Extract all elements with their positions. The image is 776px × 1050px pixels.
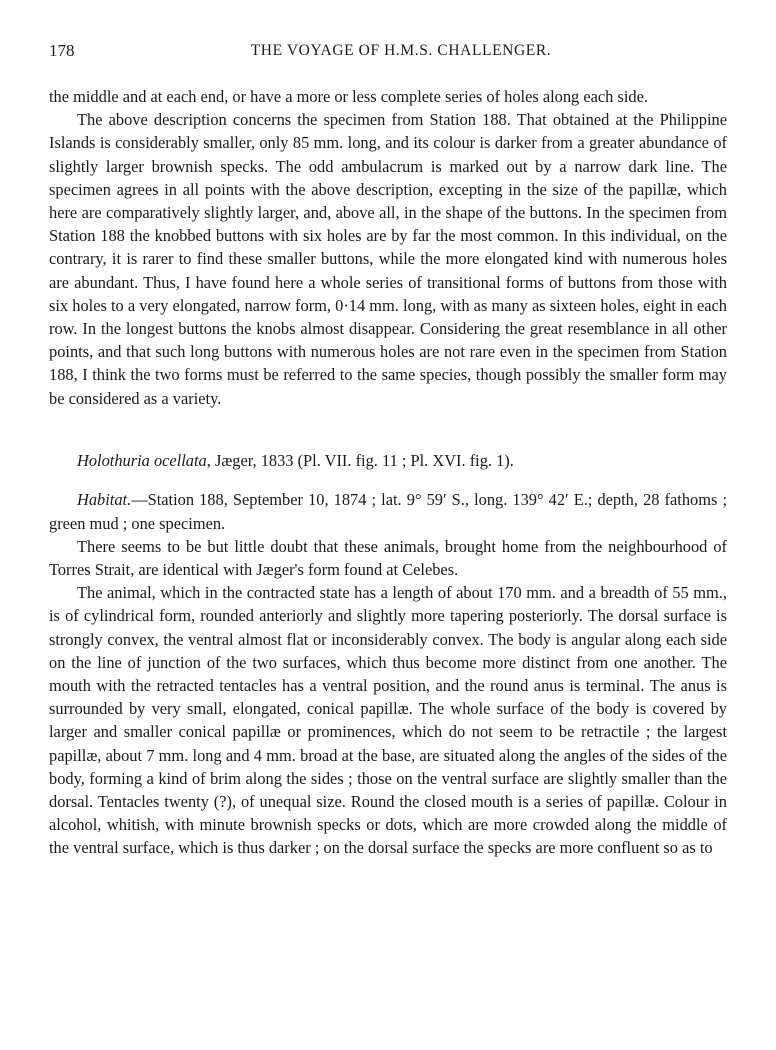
paragraph-identity: There seems to be but little doubt that these animals, brought home from the neighbourhood of Torres Strait, are identical with Jæger's form found at Celebes. xyxy=(49,536,727,580)
text-block-upper xyxy=(49,85,727,410)
paragraph-station-comparison: The above description concerns the specimen from Station 188. That obtained at the Philippine Islands is considerably smaller, only 85 mm. long, and its colour is darker from a greater abundance of slightly larger brownish specks. The odd ambulacrum is marked out by a narrow dark line. The specimen agrees in all points with the above description, excepting in the size of the papillæ, which here are comparatively slightly larger, and, above all, in the shape of the buttons. In the specimen from Station 188 the knobbed buttons with six holes are by far the most common. In this individual, on the contrary, it is rarer to find these smaller buttons, while the more elongated kind with numerous holes are abundant. Thus, I have found here a whole series of transitional forms of buttons from those with six holes to a very elongated, narrow form, 0·14 mm. long, with as many as sixteen holes, eight in each row. In the longest buttons the knobs almost disappear. Considering the great resemblance in all other points, and that such long buttons with numerous holes are not rare even in the specimen from Station 188, I think the two forms must be referred to the same species, though possibly the smaller form may be considered as a variety. xyxy=(49,110,727,408)
habitat-text: —Station 188, September 10, 1874 ; lat. 9° 59′ S., long. 139° 42′ E.; depth, 28 fathoms ; green mud ; one specimen. xyxy=(49,490,727,533)
species-name: Holothuria ocellata xyxy=(77,450,207,470)
page-header xyxy=(49,38,727,64)
habitat-label: Habitat. xyxy=(77,490,132,510)
species-authority: , Jæger, 1833 (Pl. VII. fig. 11 ; Pl. XVI. fig. 1). xyxy=(206,450,514,470)
habitat-paragraph xyxy=(49,488,727,534)
running-title: THE VOYAGE OF H.M.S. CHALLENGER. xyxy=(250,42,552,59)
page-number: 178 xyxy=(49,41,75,60)
paragraph-description: The animal, which in the contracted state has a length of about 170 mm. and a breadth of 55 mm., is of cylindrical form, rounded anteriorly and slightly more tapering posteriorly. The dorsal surface is strongly convex, the ventral almost flat or inconsiderably convex. The body is angular along each side on the line of junction of the two surfaces, which thus become more distinct from one another. The mouth with the retracted tentacles has a ventral position, and the round anus is terminal. The anus is surrounded by very small, elongated, conical papillæ. The whole surface of the body is covered by larger and smaller conical papillæ or prominences, which do not seem to be retractile ; the largest papillæ, about 7 mm. long and 4 mm. broad at the base, are situated along the angles of the sides of the body, forming a kind of brim along the sides ; those on the ventral surface are slightly smaller than the dorsal. Tentacles twenty (?), of unequal size. Round the closed mouth is a series of papillæ. Colour in alcohol, whitish, with minute brownish specks or dots, which are more crowded along the middle of the ventral surface, which is thus darker ; on the dorsal surface the specks are more confluent so as to xyxy=(49,583,727,858)
text-block-lower xyxy=(49,488,727,859)
species-heading xyxy=(49,449,727,472)
continued-paragraph: the middle and at each end, or have a more or less complete series of holes along each side. xyxy=(49,87,648,106)
document-page xyxy=(49,38,727,860)
